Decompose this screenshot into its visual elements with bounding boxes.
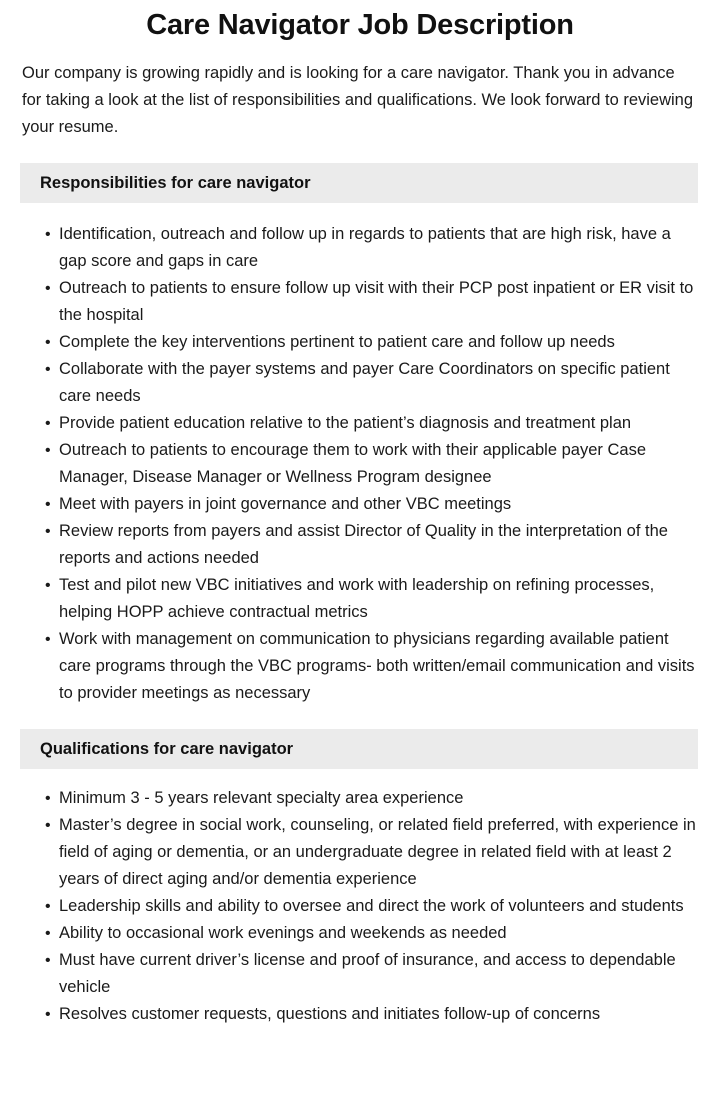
section-responsibilities <box>0 163 720 707</box>
list-item: • Outreach to patients to encourage them to work with their applicable payer Case Manager, Disease Manager or Wellness Program designee <box>45 437 698 491</box>
list-item: • Complete the key interventions pertinent to patient care and follow up needs <box>45 329 698 356</box>
section-heading-qualifications: Qualifications for care navigator <box>40 740 294 758</box>
list-item: • Leadership skills and ability to oversee and direct the work of volunteers and students <box>45 893 698 920</box>
intro-paragraph: Our company is growing rapidly and is looking for a care navigator. Thank you in advance for taking a look at the list of responsibilities and qualifications. We look forward to reviewing your resume. <box>22 64 694 136</box>
list-item: • Ability to occasional work evenings and weekends as needed <box>45 920 698 947</box>
section-header-band-qualifications <box>20 729 698 769</box>
list-item: • Provide patient education relative to the patient’s diagnosis and treatment plan <box>45 410 698 437</box>
page-title: Care Navigator Job Description <box>146 9 574 41</box>
section-qualifications <box>0 729 720 1028</box>
responsibilities-list <box>0 203 720 707</box>
qualifications-list <box>0 769 720 1028</box>
section-header-band-responsibilities <box>20 163 698 203</box>
list-item: • Master’s degree in social work, counseling, or related field preferred, with experience in field of aging or dementia, or an undergraduate degree in related field with at least 2 years of direct aging and/or dementia experience <box>45 812 698 893</box>
list-item: • Review reports from payers and assist Director of Quality in the interpretation of the reports and actions needed <box>45 518 698 572</box>
list-item: • Minimum 3 - 5 years relevant specialty area experience <box>45 785 698 812</box>
list-item: • Collaborate with the payer systems and payer Care Coordinators on specific patient care needs <box>45 356 698 410</box>
list-item: • Test and pilot new VBC initiatives and work with leadership on refining processes, helping HOPP achieve contractual metrics <box>45 572 698 626</box>
list-item: • Must have current driver’s license and proof of insurance, and access to dependable vehicle <box>45 947 698 1001</box>
list-item: • Resolves customer requests, questions and initiates follow-up of concerns <box>45 1001 698 1028</box>
list-item: • Outreach to patients to ensure follow up visit with their PCP post inpatient or ER visit to the hospital <box>45 275 698 329</box>
list-item: • Identification, outreach and follow up in regards to patients that are high risk, have a gap score and gaps in care <box>45 221 698 275</box>
list-item: • Work with management on communication to physicians regarding available patient care programs through the VBC programs- both written/email communication and visits to provider meetings as necessary <box>45 626 698 707</box>
list-item: • Meet with payers in joint governance and other VBC meetings <box>45 491 698 518</box>
section-heading-responsibilities: Responsibilities for care navigator <box>40 174 311 192</box>
